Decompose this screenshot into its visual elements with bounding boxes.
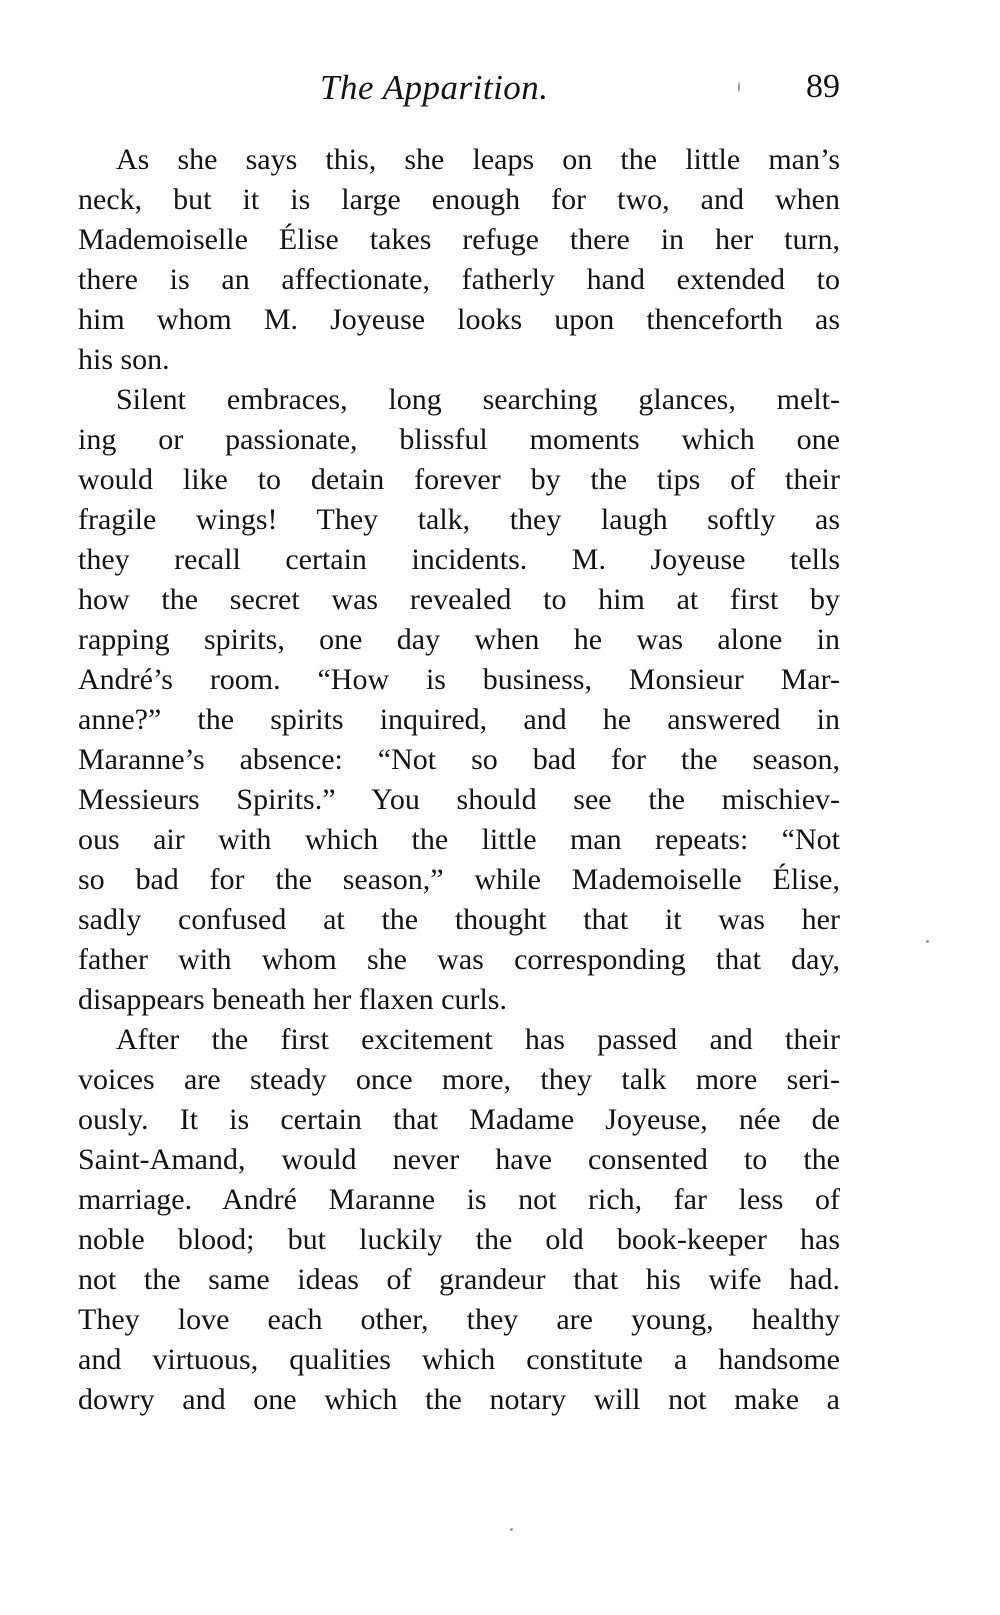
text-line: After the first excitement has passed and their: [116, 1023, 840, 1056]
text-line: voices are steady once more, they talk more seri-: [78, 1063, 840, 1096]
text-line: his son.: [78, 343, 170, 376]
text-line: rapping spirits, one day when he was alone in: [78, 623, 840, 656]
scan-speck: [926, 940, 929, 943]
text-line: and virtuous, qualities which constitute a handsome: [78, 1343, 840, 1376]
text-line: him whom M. Joyeuse looks upon thenceforth as: [78, 303, 840, 336]
text-line: neck, but it is large enough for two, and when: [78, 183, 840, 216]
text-line: so bad for the season,” while Mademoiselle Élise,: [78, 863, 840, 896]
text-line: Maranne’s absence: “Not so bad for the season,: [78, 743, 840, 776]
text-line: fragile wings! They talk, they laugh softly as: [78, 503, 840, 536]
page-header: [78, 68, 840, 112]
text-line: As she says this, she leaps on the little man’s: [116, 143, 840, 176]
text-line: how the secret was revealed to him at first by: [78, 583, 840, 616]
text-line: father with whom she was corresponding that day,: [78, 943, 840, 976]
text-line: ously. It is certain that Madame Joyeuse, née de: [78, 1103, 840, 1136]
text-line: disappears beneath her flaxen curls.: [78, 983, 507, 1016]
text-line: ing or passionate, blissful moments which one: [78, 423, 840, 456]
text-line: They love each other, they are young, healthy: [78, 1303, 840, 1336]
text-line: marriage. André Maranne is not rich, far less of: [78, 1183, 840, 1216]
text-line: they recall certain incidents. M. Joyeuse tells: [78, 543, 840, 576]
text-line: Mademoiselle Élise takes refuge there in her turn,: [78, 223, 840, 256]
text-line: dowry and one which the notary will not make a: [78, 1383, 840, 1416]
text-line: noble blood; but luckily the old book-keeper has: [78, 1223, 840, 1256]
body-text: [78, 140, 840, 1420]
page-number: 89: [806, 68, 840, 105]
text-line: Saint-Amand, would never have consented to the: [78, 1143, 840, 1176]
text-line: André’s room. “How is business, Monsieur Mar-: [78, 663, 840, 696]
text-line: Silent embraces, long searching glances, melt-: [116, 383, 840, 416]
text-line: there is an affectionate, fatherly hand extended to: [78, 263, 840, 296]
text-line: not the same ideas of grandeur that his wife had.: [78, 1263, 840, 1296]
scan-speck: [738, 82, 740, 92]
scan-speck: [510, 1528, 513, 1531]
text-line: ous air with which the little man repeats: “Not: [78, 823, 840, 856]
running-title: The Apparition.: [320, 68, 549, 107]
text-line: sadly confused at the thought that it was her: [78, 903, 840, 936]
text-line: would like to detain forever by the tips of their: [78, 463, 840, 496]
text-line: Messieurs Spirits.” You should see the mischiev-: [78, 783, 840, 816]
text-line: anne?” the spirits inquired, and he answered in: [78, 703, 840, 736]
